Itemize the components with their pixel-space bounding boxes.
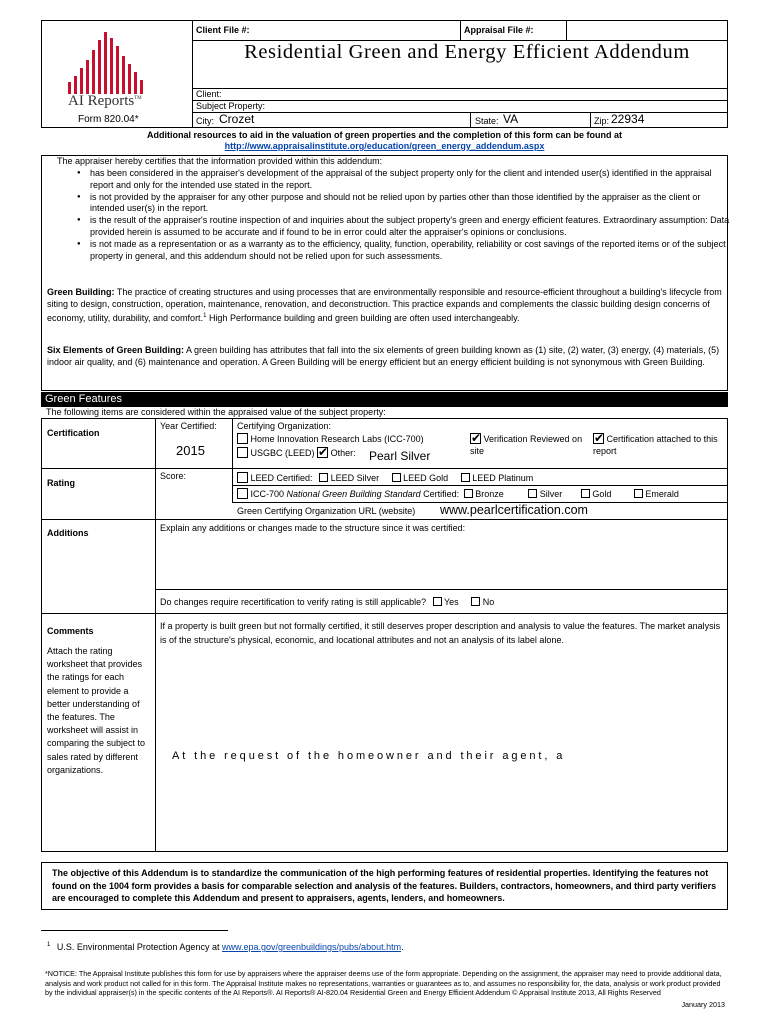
certifying-org-label: Certifying Organization: [237, 421, 332, 431]
rating-label: Rating [47, 478, 75, 488]
verification-checkbox[interactable] [470, 433, 481, 444]
rating-subrow-line [232, 485, 728, 486]
logo-wordmark [68, 93, 142, 110]
certification-item: ● is not provided by the appraiser for any other purpose and should not be relied upon by parties other than those identified by the appraiser as the client or intended user(s) in the report. [90, 192, 730, 216]
leed-silver-label: LEED Silver [330, 473, 380, 483]
icc-silver-label: Silver [539, 489, 563, 499]
leed-certified-label: LEED Certified: [250, 473, 313, 483]
leed-platinum-label: LEED Platinum [472, 473, 534, 483]
green-building-text: The practice of creating structures and using processes that are environmentally responsible and resource-efficient throughout a building's lifecycle from siting to design, construction, operation, maintenance, renovation, and deconstruction. This practice expands and complements the classic building design concerns of economy, utility, durability, and comfort. [47, 287, 722, 323]
year-column-divider [232, 418, 233, 468]
comments-label: Comments [47, 626, 94, 636]
certification-intro: The appraiser hereby certifies that the information provided within this addendum: [57, 156, 383, 166]
green-building-label: Green Building: [47, 287, 115, 297]
icc-emerald-checkbox[interactable] [634, 489, 643, 498]
green-features-header: Green Features [41, 392, 728, 407]
score-label: Score: [160, 471, 187, 481]
state-zip-divider [590, 112, 591, 128]
icc-silver-checkbox[interactable] [528, 489, 537, 498]
ai-reports-logo [66, 30, 166, 96]
recert-no-checkbox[interactable] [471, 597, 480, 606]
zip-label: Zip: [594, 116, 610, 126]
other-org-value[interactable]: Pearl Silver [369, 449, 431, 463]
file-row-divider-2 [566, 20, 567, 40]
icc700-label: Home Innovation Research Labs (ICC-700) [250, 434, 424, 444]
client-label: Client: [196, 89, 222, 99]
footnote-ref: 1 [203, 312, 207, 319]
appraisal-file-label: Appraisal File #: [464, 25, 534, 35]
year-certified-label: Year Certified: [160, 421, 217, 431]
recert-yes-label: Yes [444, 597, 459, 607]
city-value[interactable]: Crozet [219, 112, 255, 126]
city-state-divider [470, 112, 471, 128]
state-label: State: [475, 116, 499, 126]
usgbc-label: USGBC (LEED) [250, 448, 315, 458]
cert-attached-label: Certification attached to this report [593, 434, 718, 456]
city-label: City: [196, 116, 214, 126]
footnote-rule [41, 930, 228, 931]
logo-text: AI Reports [68, 93, 135, 109]
client-field[interactable] [230, 89, 725, 99]
verification-label: Verification Reviewed on site [470, 434, 583, 456]
icc-row [237, 488, 679, 499]
leed-platinum-checkbox[interactable] [461, 473, 470, 482]
footnote-end: . [401, 942, 404, 952]
certification-item: ● has been considered in the appraiser's development of the appraisal of the subject property only for the client and intended user(s) identified in the appraisal report and only for the intended use stated in the report. [90, 168, 730, 192]
additions-field-bottom [155, 589, 728, 590]
certification-label: Certification [47, 428, 100, 438]
other-label: Other: [330, 448, 356, 458]
green-features-intro: The following items are considered within the appraised value of the subject property: [46, 407, 386, 417]
icc-gold-checkbox[interactable] [581, 489, 590, 498]
subject-property-label: Subject Property: [196, 101, 266, 111]
certification-item: ● is the result of the appraiser's routine inspection of and inquiries about the subject property's green and energy efficient features. Extraordinary assumption: Data provided herein is assumed to be accurate and if found to be in error could alter the appraiser's opinions or conclusions. [90, 215, 730, 239]
client-file-label: Client File #: [196, 25, 250, 35]
verification-option[interactable] [470, 433, 588, 457]
usgbc-option[interactable] [237, 447, 356, 458]
icc700-option[interactable] [237, 433, 424, 444]
six-elements-definition [47, 345, 723, 369]
recert-no-label: No [482, 597, 495, 607]
additions-row-bottom [41, 613, 728, 614]
logo-tm: TM [134, 96, 142, 101]
zip-value[interactable]: 22934 [611, 112, 645, 126]
icc-bronze-checkbox[interactable] [464, 489, 473, 498]
appraisal-file-field[interactable] [570, 22, 725, 38]
icc700-checkbox[interactable] [237, 433, 248, 444]
objective-text: The objective of this Addendum is to standardize the communication of the high performing features of residential properties. Identifying the features not found on the 1004 form provides a basis for comparable selection and analysis of the features. Builders, contractors, homeowners, and third party verifiers are encouraged to complete this Addendum and present to appraisers, agents, lenders, and homeowners. [52, 868, 717, 903]
six-elements-text: A green building has attributes that fall into the six elements of green building known as (1) site, (2) water, (3) energy, (4) materials, (5) indoor air quality, and (6) maintenance and operation. A Green Building will be energy efficient but an energy efficient building is not synonymous with Green Building. [47, 345, 720, 367]
leed-gold-checkbox[interactable] [392, 473, 401, 482]
six-elements-label: Six Elements of Green Building: [47, 345, 185, 355]
recert-row [160, 597, 494, 607]
recert-yes-checkbox[interactable] [433, 597, 442, 606]
certification-list [46, 168, 730, 262]
features-label-column [155, 418, 156, 852]
icc-certified-checkbox[interactable] [237, 488, 248, 499]
cert-attached-checkbox[interactable] [593, 433, 604, 444]
green-building-tail: High Performance building and green building are often used interchangeably. [208, 312, 520, 323]
footnote-text: U.S. Environmental Protection Agency at [56, 942, 220, 952]
green-building-definition [47, 287, 723, 324]
form-number: Form 820.04* [78, 114, 139, 125]
footer-date: January 2013 [640, 1000, 725, 1010]
city-row-top [192, 112, 728, 113]
icc-gold-label: Gold [592, 489, 612, 499]
leed-certified-checkbox[interactable] [237, 472, 248, 483]
icc-suffix: Certified: [423, 489, 460, 499]
cert-url-label: Green Certifying Organization URL (website) [237, 506, 416, 516]
icc-emerald-label: Emerald [645, 489, 679, 499]
icc-standard-name: National Green Building Standard [286, 489, 421, 499]
icc-bronze-label: Bronze [475, 489, 504, 499]
state-value[interactable]: VA [503, 112, 519, 126]
additions-label: Additions [47, 528, 89, 538]
cert-url-value[interactable]: www.pearlcertification.com [440, 503, 588, 517]
client-file-field[interactable] [265, 22, 457, 38]
subject-property-field[interactable] [280, 101, 725, 111]
year-certified-value[interactable]: 2015 [176, 443, 205, 458]
certification-item: ● is not made as a representation or as a warranty as to the efficiency, quality, function, operability, reliability or cost savings of the reported items or of the subject property in general, and this addendum should not be relied upon for such assessments. [90, 239, 730, 263]
certification-row-bottom [41, 468, 728, 469]
other-checkbox[interactable] [317, 447, 328, 458]
page-title: Residential Green and Energy Efficient Addendum [244, 41, 690, 63]
additions-prompt: Explain any additions or changes made to the structure since it was certified: [160, 523, 466, 533]
file-row-divider-1 [460, 20, 461, 40]
footnote [47, 942, 404, 952]
resources-line: Additional resources to aid in the valuation of green properties and the completion of this form can be found at [146, 130, 623, 140]
usgbc-checkbox[interactable] [237, 447, 248, 458]
comments-text: If a property is built green but not formally certified, it still deserves proper description and analysis to value the features. The market analysis is of the structure's physical, economic, and locational attributes and not an analysis of its label alone. [160, 621, 721, 645]
leed-silver-checkbox[interactable] [319, 473, 328, 482]
leed-gold-label: LEED Gold [403, 473, 449, 483]
comments-side-note: Attach the rating worksheet that provides the ratings for each element to provide a better understanding of the features. The worksheet will assist in comparing the subject to sales rated by different organizations. [47, 646, 146, 775]
footnote-number: 1 [47, 942, 51, 948]
icc-prefix: ICC-700 [250, 489, 285, 499]
cert-attached-option[interactable] [593, 433, 725, 457]
additions-field[interactable] [160, 536, 722, 586]
comments-entry[interactable]: At the request of the homeowner and their agent, a [172, 750, 566, 762]
url-row-bottom [41, 519, 728, 520]
notice-text: *NOTICE: The Appraisal Institute publishes this form for use by appraisers where the appraiser deems use of the form appropriate. Depending on the assignment, the appraiser may need to provide additional data, analysis and work product not called for in this form. The Appraisal Institute makes no representations, warranties or guarantees as to, and assumes no responsibility for, the data, analysis or work product provided by the individual appraiser(s) in the specific contents of the AI Reports®. AI Reports® AI-820.04 Residential Green and Energy Efficient Addendum © Appraisal Institute 2013, All Rights Reserved [45, 969, 722, 998]
leed-row [237, 472, 533, 483]
recert-question: Do changes require recertification to verify rating is still applicable? [160, 597, 427, 607]
footnote-link[interactable]: www.epa.gov/greenbuildings/pubs/about.htm [221, 942, 402, 952]
resources-link[interactable]: http://www.appraisalinstitute.org/education/green_energy_addendum.aspx [224, 141, 545, 151]
